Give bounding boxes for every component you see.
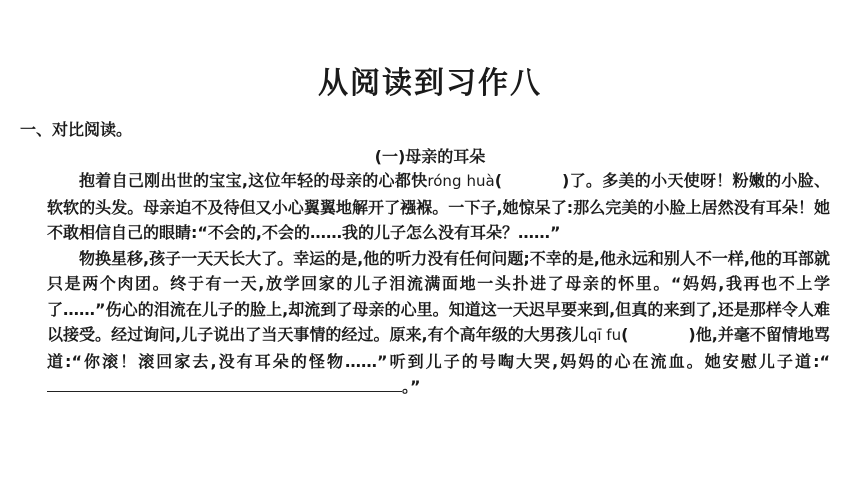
paren-open-1: ( <box>494 171 503 190</box>
paragraph-2-text-before: 物换星移,孩子一天天长大了。幸运的是,他的听力没有任何问题;不幸的是,他永远和别人不一样,他的耳部就只是两个肉团。终于有一天,放学回家的儿子泪流满面地一头扑进了母亲的怀里。“妈妈,我再也不上学了……”伤心的泪流在儿子的脸上,却流到了母亲的心里。知道这一天迟早要来到,但真的来到了,还是那样令人难以接受。经过询问,儿子说出了当天事情的经过。原来,有个高年级的大男孩儿 <box>47 248 830 344</box>
paragraph-1-text-before: 抱着自己刚出世的宝宝,这位年轻的母亲的心都快 <box>79 171 428 190</box>
section-heading: 一、对比阅读。 <box>20 120 133 139</box>
pinyin-prompt-1: róng huà <box>427 172 495 190</box>
pinyin-prompt-2: qī fu <box>587 326 622 344</box>
paragraph-2-text-after: 他,并毫不留情地骂道:“你滚！滚回家去,没有耳朵的怪物……”听到儿子的号啕大哭,妈妈的心在流血。她安慰儿子道:“ <box>47 325 830 371</box>
paragraph-1 <box>47 168 830 246</box>
page-title: 从阅读到习作八 <box>318 66 542 101</box>
passage-body <box>47 168 830 400</box>
paren-open-2: ( <box>621 325 629 344</box>
paragraph-2 <box>47 246 830 400</box>
paragraph-2-ending: 。” <box>402 377 421 396</box>
paren-close-1: ) <box>562 171 570 190</box>
paragraph-1-text-after: 了。多美的小天使呀！粉嫩的小脸、软软的头发。母亲迫不及待但又小心翼翼地解开了襁褓。一下子,她惊呆了:那么完美的小脸上居然没有耳朵！她不敢相信自己的眼睛:“不会的,不会的……我的儿子怎么没有耳朵？……” <box>47 171 830 242</box>
answer-line-blank[interactable] <box>47 377 402 392</box>
paren-close-2: ) <box>688 325 696 344</box>
passage-title: (一)母亲的耳朵 <box>374 147 486 166</box>
